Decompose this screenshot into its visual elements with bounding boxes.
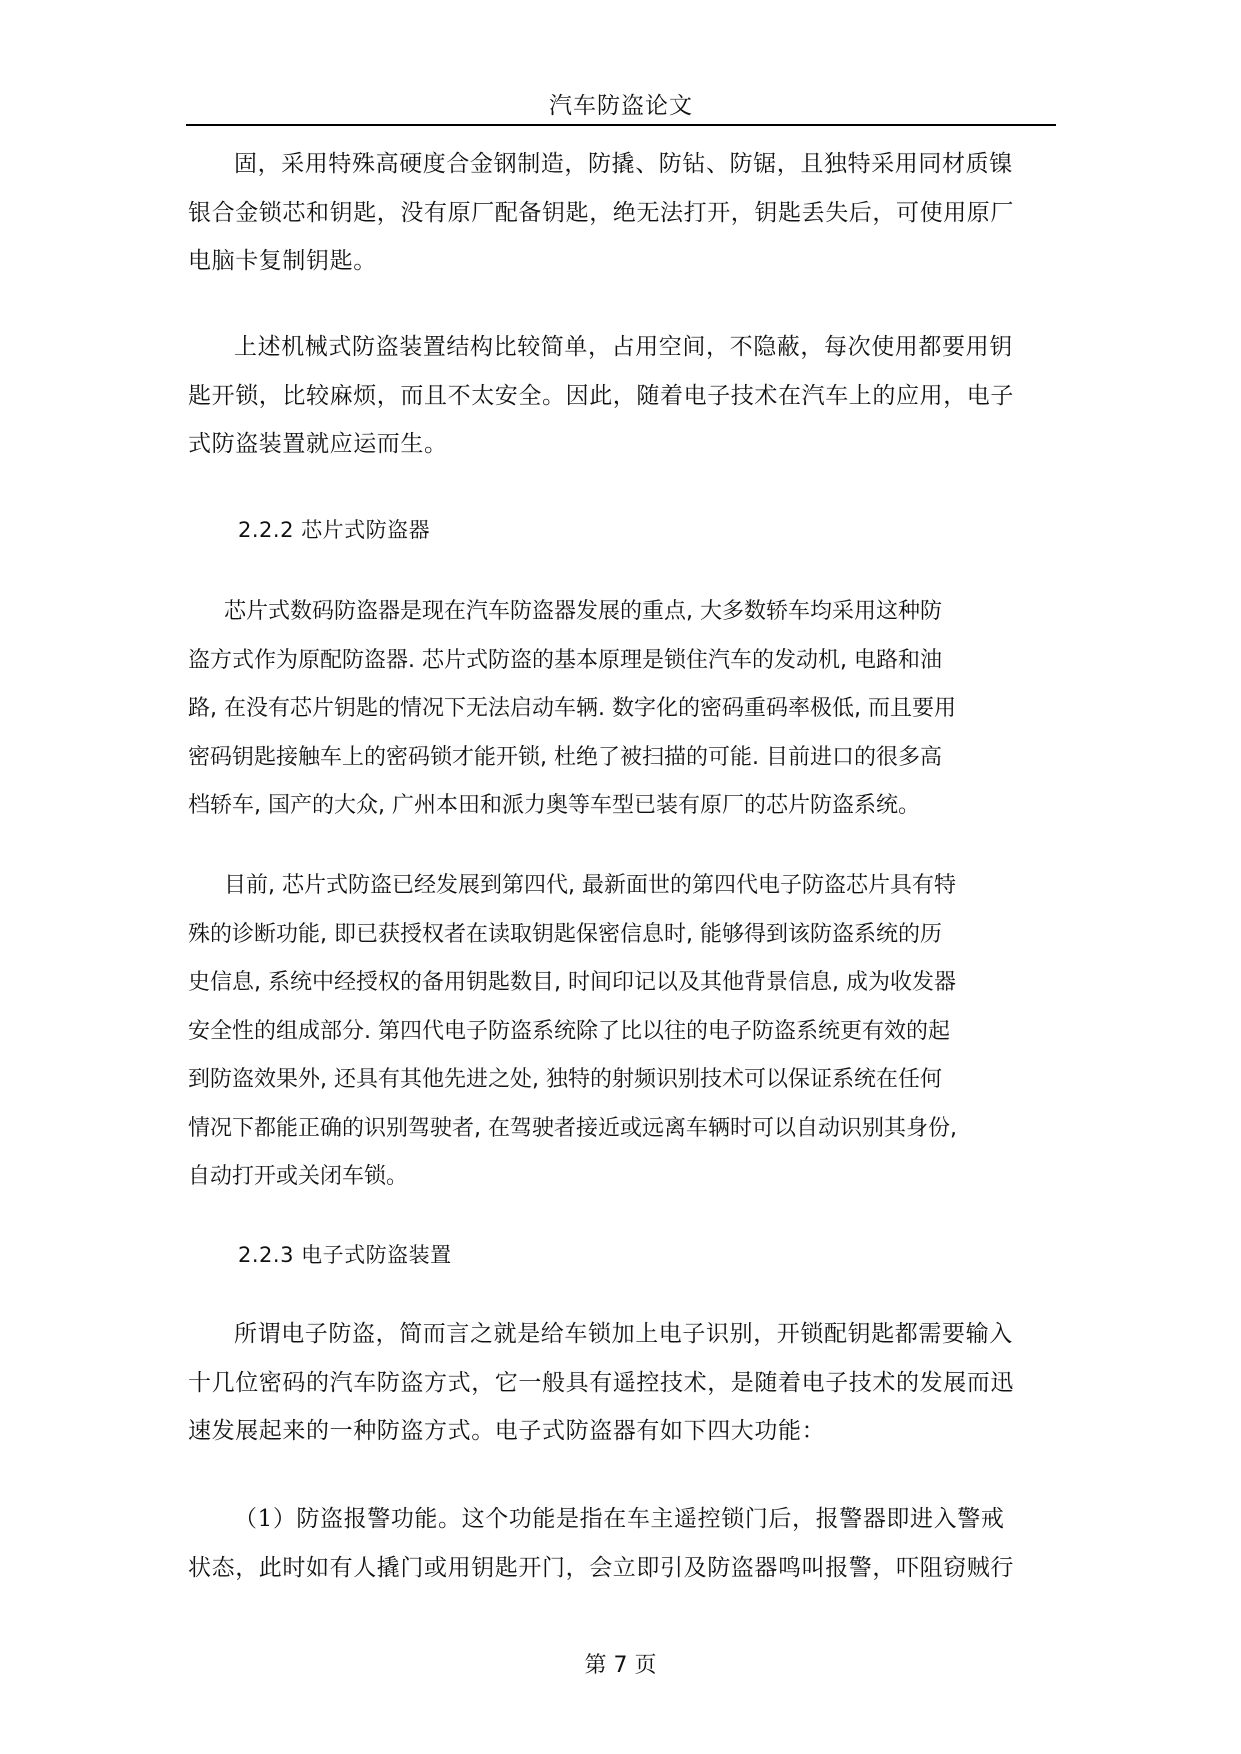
paragraph-line: 情况下都能正确的识别驾驶者, 在驾驶者接近或远离车辆时可以自动识别其身份, [188, 1115, 957, 1141]
paragraph-line: 上述机械式防盗装置结构比较简单，占用空间，不隐蔽，每次使用都要用钥 [234, 334, 1013, 360]
paragraph-line: 盗方式作为原配防盗器. 芯片式防盗的基本原理是锁住汽车的发动机, 电路和油 [188, 647, 942, 673]
paragraph-line: （1）防盗报警功能。这个功能是指在车主遥控锁门后，报警器即进入警戒 [234, 1506, 1005, 1532]
paragraph-line: 所谓电子防盗，简而言之就是给车锁加上电子识别，开锁配钥匙都需要输入 [234, 1321, 1013, 1347]
paragraph-alarm-function [188, 1495, 1068, 1592]
paragraph-line: 银合金锁芯和钥匙，没有原厂配备钥匙，绝无法打开，钥匙丢失后，可使用原厂 [188, 199, 1014, 226]
paragraph-line: 密码钥匙接触车上的密码锁才能开锁, 杜绝了被扫描的可能. 目前进口的很多高 [188, 744, 942, 770]
paragraph-line: 电脑卡复制钥匙。 [188, 248, 377, 274]
paragraph-electronic-antitheft [188, 1310, 1068, 1456]
page-header-title: 汽车防盗论文 [549, 93, 693, 119]
paragraph-line: 史信息, 系统中经授权的备用钥匙数目, 时间印记以及其他背景信息, 成为收发器 [188, 970, 956, 995]
paragraph-line: 状态，此时如有人撬门或用钥匙开门，会立即引及防盗器鸣叫报警，吓阻窃贼行 [188, 1554, 1014, 1581]
paragraph-mechanical-summary [188, 323, 1068, 469]
section-heading-electronic-antitheft: 2.2.3 电子式防盗装置 [238, 1243, 452, 1267]
paragraph-fourth-generation [188, 862, 1068, 1202]
section-heading-chip-immobilizer: 2.2.2 芯片式防盗器 [238, 518, 431, 542]
paragraph-line: 安全性的组成部分. 第四代电子防盗系统除了比以往的电子防盗系统更有效的起 [188, 1018, 950, 1044]
paragraph-line: 自动打开或关闭车锁。 [188, 1164, 409, 1189]
paragraph-line: 式防盗装置就应运而生。 [188, 431, 448, 457]
paragraph-line: 到防盗效果外, 还具有其他先进之处, 独特的射频识别技术可以保证系统在任何 [188, 1067, 942, 1092]
paragraph-line: 匙开锁，比较麻烦，而且不太安全。因此，随着电子技术在汽车上的应用，电子 [188, 382, 1014, 409]
page-number: 第 7 页 [584, 1653, 657, 1678]
paragraph-line: 十几位密码的汽车防盗方式，它一般具有遥控技术，是随着电子技术的发展而迅 [188, 1369, 1014, 1396]
paragraph-line: 芯片式数码防盗器是现在汽车防盗器发展的重点, 大多数轿车均采用这种防 [224, 599, 942, 624]
paragraph-line: 固，采用特殊高硬度合金钢制造，防撬、防钻、防锯，且独特采用同材质镍 [234, 151, 1013, 177]
header-divider [186, 124, 1056, 126]
paragraph-line: 路, 在没有芯片钥匙的情况下无法启动车辆. 数字化的密码重码率极低, 而且要用 [188, 696, 956, 721]
paragraph-line: 档轿车, 国产的大众, 广州本田和派力奥等车型已装有原厂的芯片防盗系统。 [188, 793, 920, 818]
paragraph-line: 速发展起来的一种防盗方式。电子式防盗器有如下四大功能： [188, 1418, 826, 1444]
paragraph-mechanical-lock [188, 140, 1068, 286]
paragraph-line: 目前, 芯片式防盗已经发展到第四代, 最新面世的第四代电子防盗芯片具有特 [224, 873, 956, 898]
paragraph-chip-immobilizer [188, 588, 1068, 831]
paragraph-line: 殊的诊断功能, 即已获授权者在读取钥匙保密信息时, 能够得到该防盗系统的历 [188, 921, 942, 947]
